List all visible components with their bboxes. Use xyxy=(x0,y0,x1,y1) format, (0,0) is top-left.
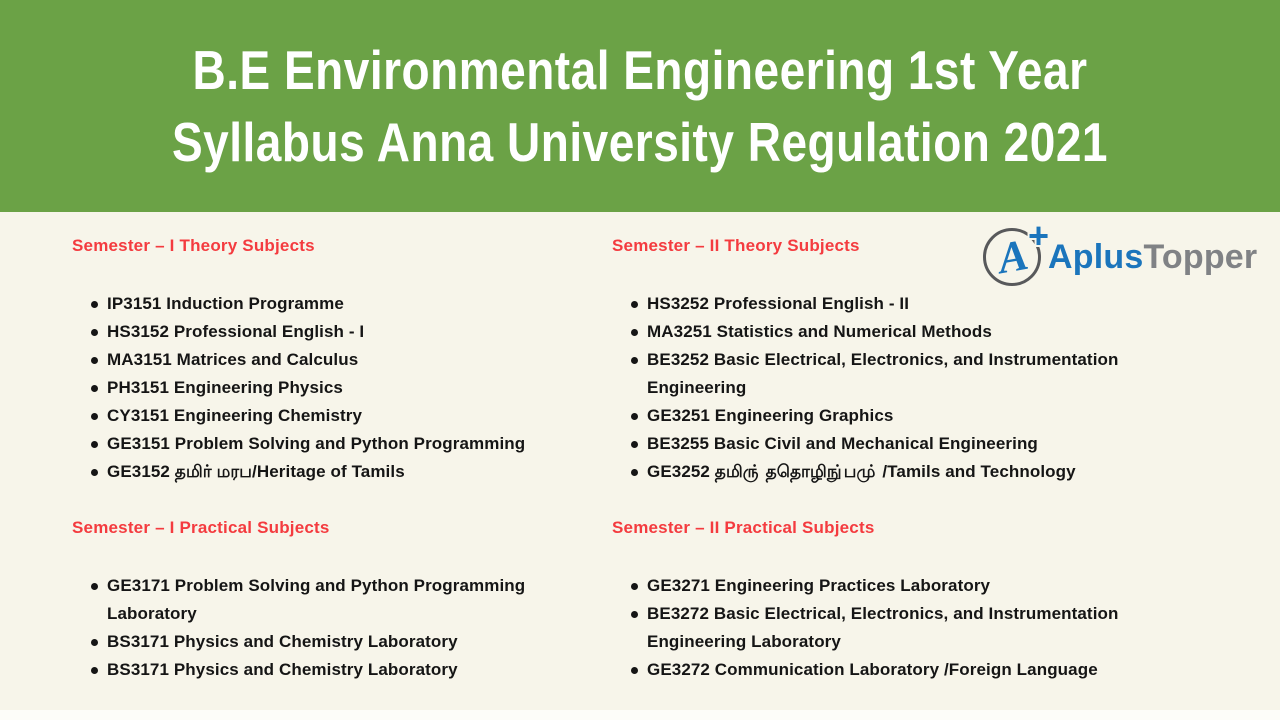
subject-text: GE3272 Communication Laboratory /Foreign Language xyxy=(647,660,1098,679)
subject-list-item xyxy=(612,430,1187,458)
footer-strip xyxy=(0,710,1280,720)
left-column xyxy=(72,236,577,684)
subject-list-item xyxy=(612,346,1187,402)
page-title-line2: Syllabus Anna University Regulation 2021 xyxy=(171,111,1109,173)
section-heading-sem2-theory: Semester – II Theory Subjects xyxy=(612,236,860,255)
bullet-icon xyxy=(91,667,98,674)
bullet-icon xyxy=(91,329,98,336)
bullet-icon xyxy=(91,469,98,476)
subject-list-item xyxy=(72,346,577,374)
subject-text: GE3251 Engineering Graphics xyxy=(647,406,894,425)
bullet-icon xyxy=(631,301,638,308)
subject-list-item xyxy=(72,656,577,684)
subject-list-item xyxy=(72,458,577,486)
subject-text: HS3152 Professional English - I xyxy=(107,322,365,341)
bullet-icon xyxy=(631,469,638,476)
page-title-line1: B.E Environmental Engineering 1st Year xyxy=(192,39,1088,101)
subject-list-item xyxy=(72,374,577,402)
section-sem1-practical xyxy=(72,518,577,684)
right-column xyxy=(612,236,1187,684)
bullet-icon xyxy=(91,301,98,308)
section-heading-sem1-theory: Semester – I Theory Subjects xyxy=(72,236,315,255)
logo-letter-a-icon: A xyxy=(994,229,1032,284)
bullet-icon xyxy=(91,413,98,420)
subject-list-item xyxy=(612,572,1187,600)
subject-text: GE3252 தமிரு் ததொழிநு்பமு் /Tamils and Technology xyxy=(647,462,1076,481)
header-banner xyxy=(0,0,1280,212)
subject-list-item xyxy=(612,656,1187,684)
subject-text: GE3151 Problem Solving and Python Programming xyxy=(107,434,526,453)
logo-plus-icon: + xyxy=(1027,215,1049,256)
section-heading-sem1-practical: Semester – I Practical Subjects xyxy=(72,518,330,537)
bullet-icon xyxy=(91,639,98,646)
bullet-icon xyxy=(91,385,98,392)
subject-list-item xyxy=(612,458,1187,486)
subject-list-sem2-theory xyxy=(612,290,1187,486)
subject-list-item xyxy=(72,290,577,318)
subject-list-item xyxy=(612,290,1187,318)
subject-text: BE3252 Basic Electrical, Electronics, and Instrumentation Engineering xyxy=(647,350,1119,397)
bullet-icon xyxy=(91,441,98,448)
bullet-icon xyxy=(631,413,638,420)
bullet-icon xyxy=(631,329,638,336)
subject-text: BE3255 Basic Civil and Mechanical Engineering xyxy=(647,434,1038,453)
subject-text: HS3252 Professional English - II xyxy=(647,294,910,313)
subject-text: CY3151 Engineering Chemistry xyxy=(107,406,363,425)
aplustopper-logo-mark xyxy=(983,215,1049,286)
subject-text: GE3271 Engineering Practices Laboratory xyxy=(647,576,991,595)
bullet-icon xyxy=(91,583,98,590)
bullet-icon xyxy=(631,357,638,364)
subject-text: GE3171 Problem Solving and Python Programming Laboratory xyxy=(107,576,526,623)
subject-list-item xyxy=(72,628,577,656)
subject-list-item xyxy=(612,600,1187,656)
subject-list-sem2-practical xyxy=(612,572,1187,684)
subject-list-item xyxy=(72,430,577,458)
subject-text: BE3272 Basic Electrical, Electronics, and Instrumentation Engineering Laboratory xyxy=(647,604,1119,651)
subject-list-sem1-practical xyxy=(72,572,577,684)
subject-text: IP3151 Induction Programme xyxy=(107,294,344,313)
logo-wordmark-topper: Topper xyxy=(1143,237,1258,276)
subject-list-item xyxy=(612,318,1187,346)
bullet-icon xyxy=(631,441,638,448)
subject-list-item xyxy=(72,402,577,430)
logo-wordmark-aplus: Aplus xyxy=(1048,237,1144,276)
subject-text: BS3171 Physics and Chemistry Laboratory xyxy=(107,660,458,679)
bullet-icon xyxy=(631,611,638,618)
section-sem2-practical xyxy=(612,518,1187,684)
aplustopper-logo xyxy=(983,215,1258,286)
section-heading-sem2-practical: Semester – II Practical Subjects xyxy=(612,518,875,537)
subject-list-item xyxy=(72,572,577,628)
subject-list-item xyxy=(612,402,1187,430)
bullet-icon xyxy=(631,667,638,674)
subject-list-sem1-theory xyxy=(72,290,577,486)
logo-wordmark xyxy=(1048,238,1257,277)
section-sem1-theory xyxy=(72,236,577,486)
subject-text: PH3151 Engineering Physics xyxy=(107,378,343,397)
subject-list-item xyxy=(72,318,577,346)
subject-text: BS3171 Physics and Chemistry Laboratory xyxy=(107,632,458,651)
subject-text: GE3152 தமிர் மரப/Heritage of Tamils xyxy=(107,462,405,481)
content-area xyxy=(0,212,1280,684)
bullet-icon xyxy=(91,357,98,364)
subject-text: MA3151 Matrices and Calculus xyxy=(107,350,359,369)
bullet-icon xyxy=(631,583,638,590)
subject-text: MA3251 Statistics and Numerical Methods xyxy=(647,322,992,341)
